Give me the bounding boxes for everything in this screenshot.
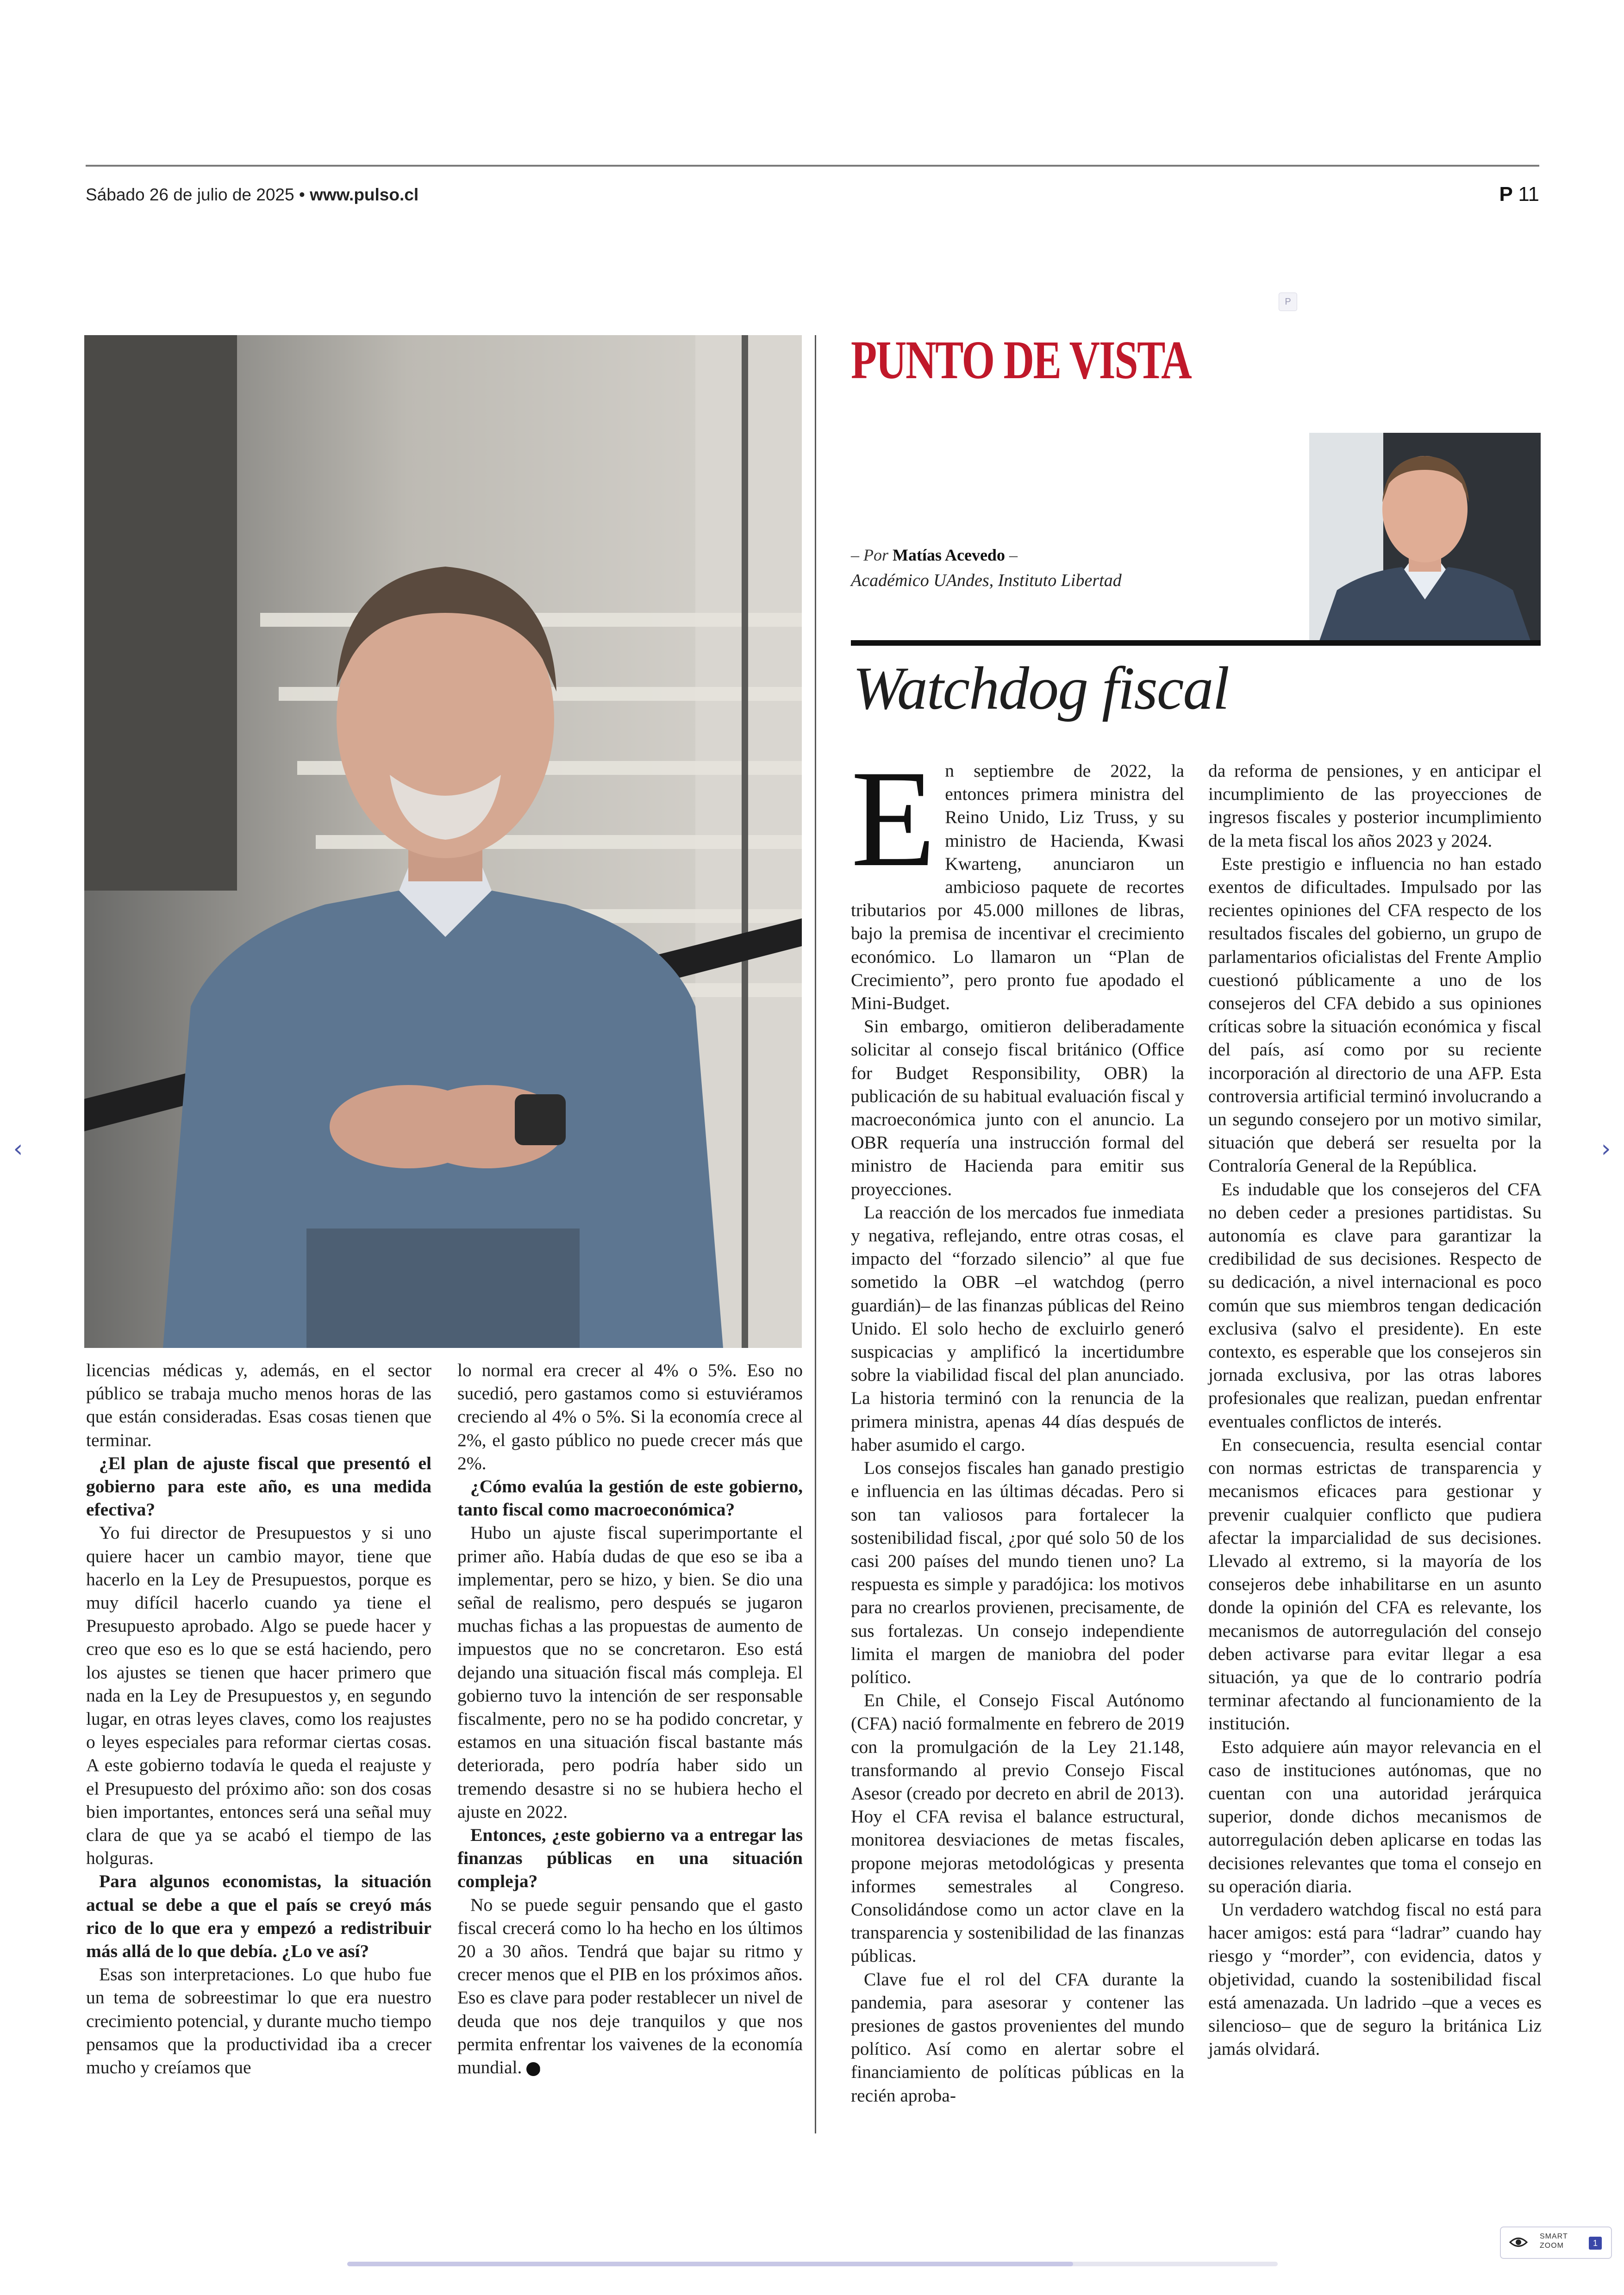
article-paragraph: Clave fue el rol del CFA durante la pandemia, para asesorar y contener las presiones de gastos provenientes del mundo político. Así como en alertar sobre el financiamiento de políticas públicas en la recién aproba- xyxy=(851,1969,1184,2106)
eye-icon xyxy=(1509,2236,1528,2248)
interview-question: ¿Cómo evalúa la gestión de este gobierno, tanto fiscal como macroeconómica? xyxy=(457,1476,803,1520)
interview-answer: Hubo un ajuste fiscal superimportante el primer año. Había dudas de que eso se iba a implementar, pero se hizo, y bien. Se dio una señal de realismo, pero después se jugaron muchas fichas a las propuestas de aumento de impuestos que no se concretaron. Eso está dejando una situación fiscal más compleja. El gobierno tuvo la intención de ser responsable fiscalmente, pero no se ha podido concretar, y estamos en una situación fiscal bastante más deteriorada, pero podría haber sido un tremendo desastre si no se hubiera hecho el ajuste en 2022. xyxy=(457,1522,803,1822)
smart-zoom-label xyxy=(1540,2232,1568,2251)
article-paragraph: En Chile, el Consejo Fiscal Autónomo (CFA) nació formalmente en febrero de 2019 con la promulgación de la Ley 21.148, transformando al previo Consejo Fiscal Asesor (creado por decreto en abril de 2013). Hoy el CFA revisa el balance estructural, monitorea desviaciones de metas fiscales, propone mejoras metodológicas y presenta informes semestrales al Congreso. Consolidándose como un actor clave en la transparencia y sostenibilidad de las finanzas públicas. xyxy=(851,1690,1184,1966)
byline-dash: – xyxy=(1005,546,1018,564)
column-divider xyxy=(815,335,816,2133)
zoom-badge: 1 xyxy=(1589,2237,1602,2250)
article-paragraph: Es indudable que los consejeros del CFA no deben ceder a presiones partidistas. Su autonomía es clave para garantizar la credibilidad de sus decisiones. Respecto de su dedicación, a nivel internacional es poco común que sus miembros tengan dedicación exclusiva (salvo el presidente). En este contexto, es esperable que los consejeros sin jornada exclusiva, por las otras labores profesionales que realizan, puedan enfrentar eventuales conflictos de interés. xyxy=(1208,1179,1542,1432)
header-date: Sábado 26 de julio de 2025 xyxy=(86,185,294,204)
interview-answer: Yo fui director de Presupuestos y si uno quiere hacer un cambio mayor, tiene que hacerlo en la Ley de Presupuestos, porque es muy difícil hacerlo cuando ya tiene el Presupuesto aprobado. Algo se puede hacer y creo que eso es lo que se está haciendo, pero los ajustes se tienen que hacer primero que nada en la Ley de Presupuestos y, en segundo lugar, en otras leyes claves, como los reajustes o leyes especiales para reformar ciertas cosas. A este gobierno todavía le queda el reajuste y el Presupuesto del próximo año: son dos cosas bien importantes, entonces será una señal muy clara de que ya se acabó el tiempo de las holguras. xyxy=(86,1522,431,1869)
article-paragraph: da reforma de pensiones, y en anticipar el incumplimiento de las proyecciones de ingresos fiscales y posterior incumplimiento de la meta fiscal los años 2023 y 2024. xyxy=(1208,761,1542,851)
interview-answer: Esas son interpretaciones. Lo que hubo fue un tema de sobreestimar lo que era nuestro crecimiento potencial, y durante mucho tiempo pensamos que la productividad iba a crecer mucho y creíamos que xyxy=(86,1964,431,2078)
author-photo xyxy=(1309,433,1541,643)
next-page-icon[interactable]: › xyxy=(1601,1135,1611,1163)
interview-question: Para algunos economistas, la situación actual se debe a que el país se creyó más rico de lo que era y empezó a redistribuir más allá de lo que debía. ¿Lo ve así? xyxy=(86,1871,431,1962)
page-number xyxy=(1499,183,1539,206)
article-paragraph-text: n septiembre de 2022, la entonces primera ministra del Reino Unido, Liz Truss, y su ministro de Hacienda, Kwasi Kwarteng, anunciaron un ambicioso paquete de recortes tributarios por 45.000 millones de libras, bajo la premisa de incentivar el crecimiento económico. Lo llamaron un “Plan de Crecimiento”, pero pronto fue apodado el Mini-Budget. xyxy=(851,761,1184,1014)
top-rule xyxy=(86,165,1539,167)
article-column-1 xyxy=(851,742,1184,2107)
p-marker-icon[interactable]: P xyxy=(1279,293,1297,311)
interviewee-image xyxy=(84,335,802,1348)
end-mark-icon: P xyxy=(526,2062,540,2076)
smart-zoom-label-line1: SMART xyxy=(1540,2233,1568,2240)
interview-photo xyxy=(84,335,802,1348)
interview-answer: lo normal era crecer al 4% o 5%. Eso no sucedió, pero gastamos como si estuviéramos creciendo al 4% o 5%. Si la economía crece al 2%, el gasto público no puede crecer más que 2%. xyxy=(457,1360,803,1473)
byline xyxy=(851,545,1018,565)
interview-question: ¿El plan de ajuste fiscal que presentó el gobierno para este año, es una medida efectiva? xyxy=(86,1453,431,1520)
section-title: PUNTO DE VISTA xyxy=(851,330,1191,390)
page-prefix: P xyxy=(1499,183,1513,206)
byline-prefix: – Por xyxy=(851,546,893,564)
drop-cap: E xyxy=(851,742,936,895)
header-dateline xyxy=(86,185,418,205)
article-paragraph: Esto adquiere aún mayor relevancia en el caso de instituciones autónomas, que no cuentan con una autoridad jerárquica superior, donde dichos mecanismos de autorregulación deben aplicarse en todas las decisiones relevantes que toma el consejo en su operación diaria. xyxy=(1208,1736,1542,1896)
author-image xyxy=(1309,433,1541,643)
author-name: Matías Acevedo xyxy=(893,546,1005,564)
header-website[interactable]: www.pulso.cl xyxy=(310,185,419,204)
article-paragraph: Un verdadero watchdog fiscal no está para hacer amigos: está para “ladrar” cuando hay riesgo y “morder”, con evidencia, datos y objetividad, cuando la sostenibilidad fiscal está amenazada. Un ladrido –que a veces es silencioso– que de seguro la británica Liz jamás olvidará. xyxy=(1208,1899,1542,2059)
interview-column-1 xyxy=(86,1359,431,2079)
article-paragraph: Sin embargo, omitieron deliberadamente solicitar al consejo fiscal británico (Office for Budget Responsibility, OBR) la publicación de su habitual evaluación fiscal y macroeconómica junto con el anuncio. La OBR requería una instrucción formal del ministro de Hacienda para emitir sus proyecciones. xyxy=(851,1016,1184,1199)
article-paragraph: En consecuencia, resulta esencial contar con normas estrictas de transparencia y mecanismos eficaces para gestionar y prevenir cualquier conflicto que pudiera afectar la imparcialidad de sus decisiones. Llevado al extremo, si la mayoría de los consejeros debe inhabilitarse en un asunto donde la opinión del CFA es relevante, los mecanismos de autorregulación del consejo deben activarse para evitar llegar a esa situación, ya que de lo contrario podría terminar afectando al funcionamiento de la institución. xyxy=(1208,1434,1542,1734)
header-separator: • xyxy=(294,185,310,204)
smart-zoom-label-line2: ZOOM xyxy=(1540,2242,1564,2250)
page-progress-fill xyxy=(347,2262,1073,2266)
article-title: Watchdog fiscal xyxy=(853,654,1229,722)
prev-page-icon[interactable]: ‹ xyxy=(13,1135,23,1163)
article-paragraph: La reacción de los mercados fue inmediata y negativa, reflejando, entre otras cosas, el impacto del “forzado silencio” al que fue sometido la OBR –el watchdog (perro guardián)– de las finanzas públicas del Reino Unido. El solo hecho de excluirlo generó suspicacias y amplificó la incertidumbre sobre la viabilidad fiscal del plan anunciado. La historia terminó con la renuncia de la primera ministra, apenas 44 días después de haber asumido el cargo. xyxy=(851,1202,1184,1455)
interview-answer xyxy=(457,1893,803,2079)
article-paragraph: Este prestigio e influencia no han estado exentos de dificultades. Impulsado por las recientes opiniones del CFA respecto de los resultados fiscales del gobierno, un grupo de parlamentarios oficialistas del Frente Amplio cuestionó públicamente a uno de los consejeros del CFA debido a sus opiniones críticas sobre la situación económica y fiscal del país, así como por su reciente incorporación al directorio de una AFP. Esta controversia artificial terminó involucrando a un segundo consejero por un motivo similar, situación que deberá ser resuelta por la Contraloría General de la República. xyxy=(1208,853,1542,1176)
article-paragraph: Los consejos fiscales han ganado prestigio e influencia en las últimas décadas. Pero si son tan valiosos para fortalecer la sostenibilidad fiscal, ¿por qué solo 50 de los casi 200 países del mundo tienen uno? La respuesta es simple y paradójica: los motivos para no crearlos provienen, precisamente, de sus fortalezas. Un consejo independiente limita el margen de maniobra del poder político. xyxy=(851,1458,1184,1687)
article-paragraph xyxy=(851,742,1184,1015)
interview-column-2 xyxy=(457,1359,803,2079)
author-rule xyxy=(851,640,1541,646)
author-affiliation: Académico UAndes, Instituto Libertad xyxy=(851,571,1122,590)
interview-question: Entonces, ¿este gobierno va a entregar las finanzas públicas en una situación compleja? xyxy=(457,1825,803,1892)
article-column-2 xyxy=(1208,759,1542,2060)
interview-answer: licencias médicas y, además, en el sector público se trabaja mucho menos horas de las que están consideradas. Esas cosas tienen que terminar. xyxy=(86,1360,431,1450)
page-num: 11 xyxy=(1518,183,1539,206)
smart-zoom-button[interactable] xyxy=(1500,2226,1612,2259)
interview-answer-text: No se puede seguir pensando que el gasto fiscal crecerá como lo ha hecho en los últimos 20 a 30 años. Tendrá que bajar su ritmo y crecer menos que el PIB en los próximos años. Eso es clave para poder restablecer un nivel de deuda que nos deje tranquilos y que nos permita enfrentar los vaivenes de la economía mundial. xyxy=(457,1894,803,2078)
